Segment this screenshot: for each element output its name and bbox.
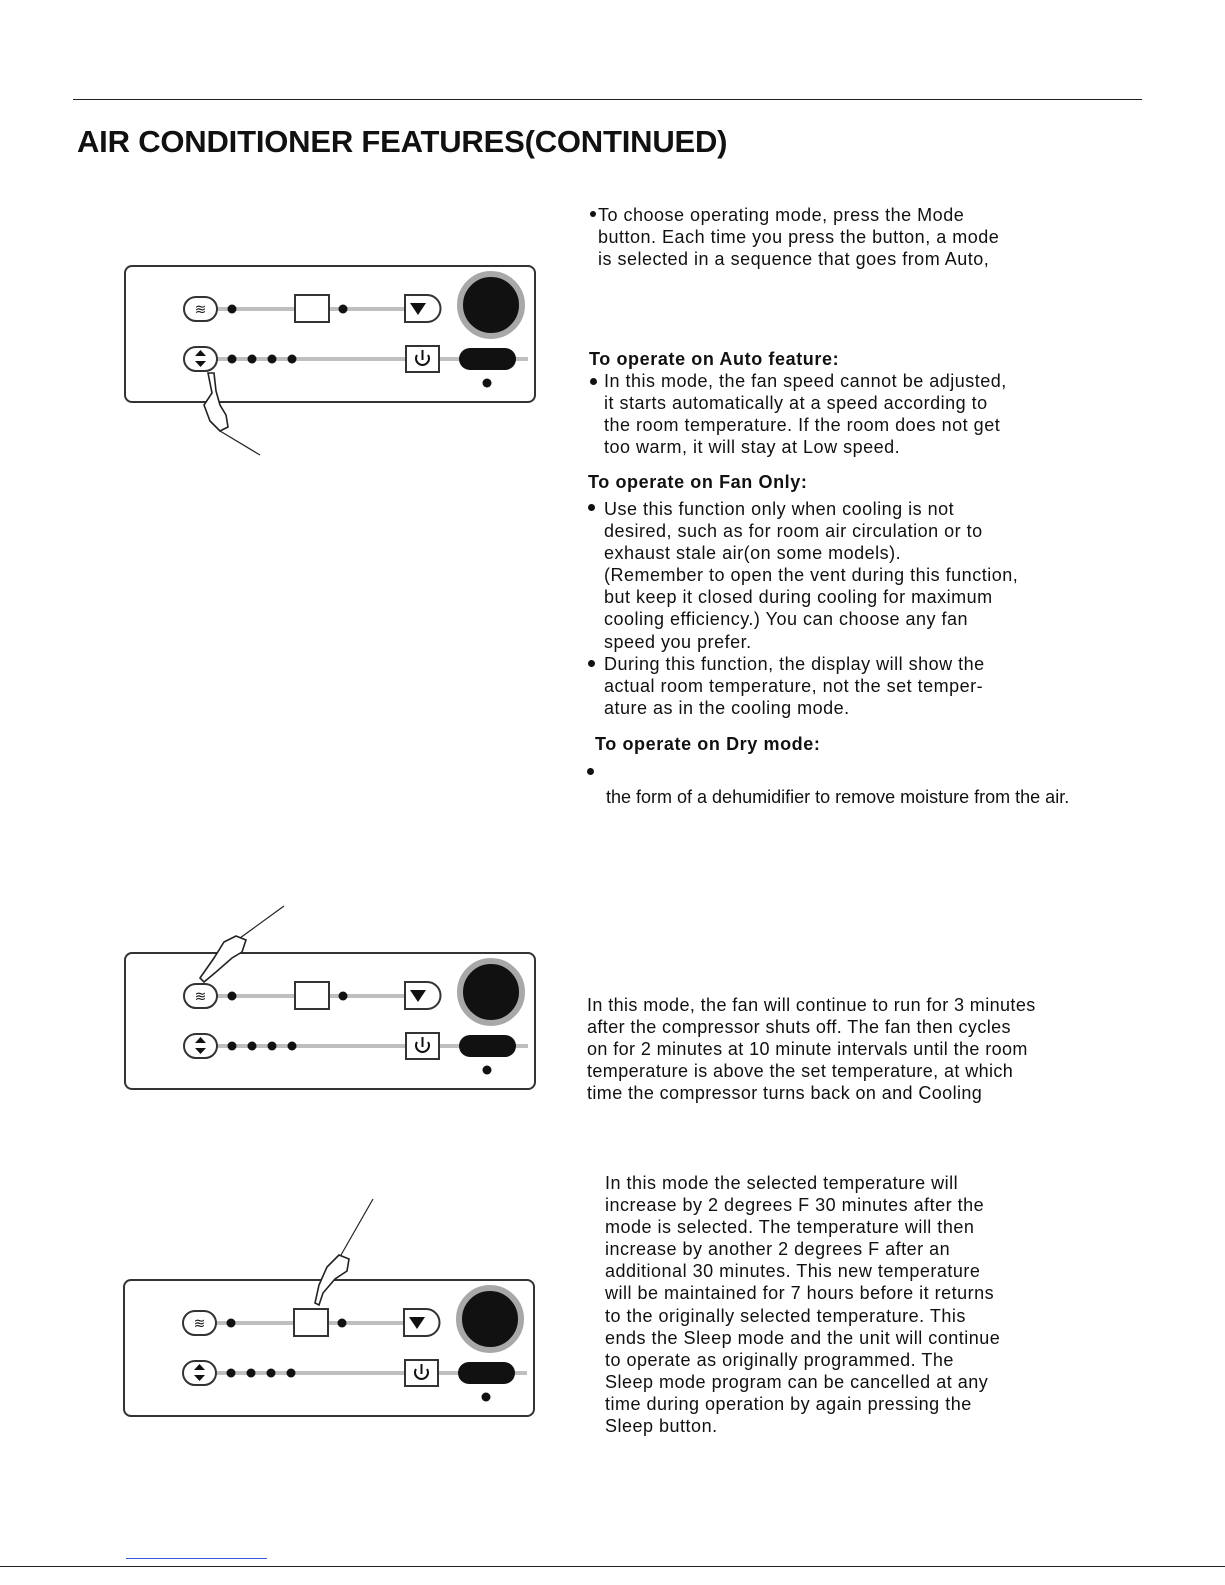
header-rule: [73, 99, 1142, 100]
bullet: [590, 211, 596, 217]
text-line: is selected in a sequence that goes from Auto,: [598, 249, 990, 270]
control-panel-illustration: [123, 1279, 533, 1416]
temp-down-icon: [404, 1309, 440, 1336]
fan-only-text-1: [604, 498, 1018, 653]
control-panel-svg: [124, 265, 536, 405]
text-line: to the originally selected temperature. This: [605, 1305, 966, 1326]
fan-speed-icon: [184, 297, 217, 321]
text-line: time the compressor turns back on and Cooling: [587, 1083, 983, 1104]
sleep-moon-icon: [295, 295, 329, 322]
bullet: [588, 660, 595, 667]
page-title: AIR CONDITIONER FEATURES(CONTINUED): [77, 124, 728, 159]
sleep-moon-icon: [295, 982, 329, 1009]
text-line: In this mode the selected temperature will: [605, 1173, 959, 1193]
text-line: To choose operating mode, press the Mode: [598, 205, 965, 225]
text-line: In this mode, the fan speed cannot be adjusted,: [604, 371, 1007, 391]
footer-link-underline: [126, 1558, 267, 1559]
text-line: exhaust stale air(on some models).: [604, 543, 902, 564]
text-line: speed you prefer.: [604, 631, 752, 652]
fan-speed-icon: [183, 1311, 216, 1335]
mode-updown-icon: [184, 347, 217, 371]
power-icon: [405, 1360, 438, 1386]
bullet: [588, 504, 595, 511]
text-line: the form of a dehumidifier to remove moisture from the air.: [606, 787, 1070, 807]
fan-speed-icon: [184, 984, 217, 1008]
text-line: (Remember to open the vent during this function,: [604, 565, 1019, 586]
text-line: too warm, it will stay at Low speed.: [604, 437, 901, 458]
fan-only-heading: To operate on Fan Only:: [588, 472, 808, 492]
power-icon: [406, 346, 439, 372]
text-line: During this function, the display will show the: [604, 654, 985, 674]
text-line: Sleep button.: [605, 1416, 718, 1437]
text-line: after the compressor shuts off. The fan then cycles: [587, 1017, 1011, 1038]
text-line: it starts automatically at a speed according to: [604, 393, 988, 414]
text-line: increase by 2 degrees F 30 minutes after the: [605, 1195, 985, 1216]
text-line: Use this function only when cooling is not: [604, 499, 955, 519]
footer-rule: [0, 1566, 1225, 1567]
text-line: the room temperature. If the room does not get: [604, 415, 1001, 436]
svg-text:≋: ≋: [193, 1316, 206, 1332]
control-panel-illustration: [124, 952, 534, 1089]
svg-text:≋: ≋: [194, 989, 207, 1005]
fan-cycle-text: [587, 994, 1036, 1104]
text-line: mode is selected. The temperature will then: [605, 1217, 975, 1238]
control-panel-illustration: [124, 265, 534, 402]
text-line: Sleep mode program can be cancelled at any: [605, 1371, 989, 1392]
sleep-text: [605, 1172, 1000, 1437]
auto-heading: To operate on Auto feature:: [589, 349, 840, 369]
temp-down-icon: [405, 295, 441, 322]
text-line: actual room temperature, not the set temper-: [604, 676, 984, 697]
bullet: [587, 768, 594, 775]
text-line: additional 30 minutes. This new temperature: [605, 1261, 981, 1282]
text-line: In this mode, the fan will continue to run for 3 minutes: [587, 995, 1036, 1015]
dry-heading: To operate on Dry mode:: [595, 734, 821, 754]
text-line: time during operation by again pressing the: [605, 1393, 972, 1414]
text-line: desired, such as for room air circulation or to: [604, 521, 983, 542]
text-line: on for 2 minutes at 10 minute intervals until the room: [587, 1039, 1028, 1060]
text-line: will be maintained for 7 hours before it returns: [605, 1283, 995, 1304]
sleep-moon-icon: [294, 1309, 328, 1336]
text-line: button. Each time you press the button, a mode: [598, 227, 1000, 248]
text-line: cooling efficiency.) You can choose any fan: [604, 609, 969, 630]
text-line: ature as in the cooling mode.: [604, 698, 850, 719]
text-line: ends the Sleep mode and the unit will continue: [605, 1327, 1001, 1348]
control-panel-svg: [124, 952, 536, 1092]
mode-intro-text: [598, 204, 999, 270]
text-line: temperature is above the set temperature, at which: [587, 1061, 1014, 1082]
text-line: but keep it closed during cooling for maximum: [604, 587, 993, 608]
bullet: [590, 378, 597, 385]
text-line: increase by another 2 degrees F after an: [605, 1239, 951, 1260]
svg-text:≋: ≋: [194, 302, 207, 318]
power-icon: [406, 1033, 439, 1059]
auto-text: [604, 370, 1007, 458]
control-panel-svg: [123, 1279, 535, 1419]
dry-text: [606, 786, 1069, 808]
text-line: to operate as originally programmed. The: [605, 1349, 954, 1370]
mode-updown-icon: [184, 1034, 217, 1058]
temp-down-icon: [405, 982, 441, 1009]
fan-only-text-2: [604, 653, 985, 719]
mode-updown-icon: [183, 1361, 216, 1385]
